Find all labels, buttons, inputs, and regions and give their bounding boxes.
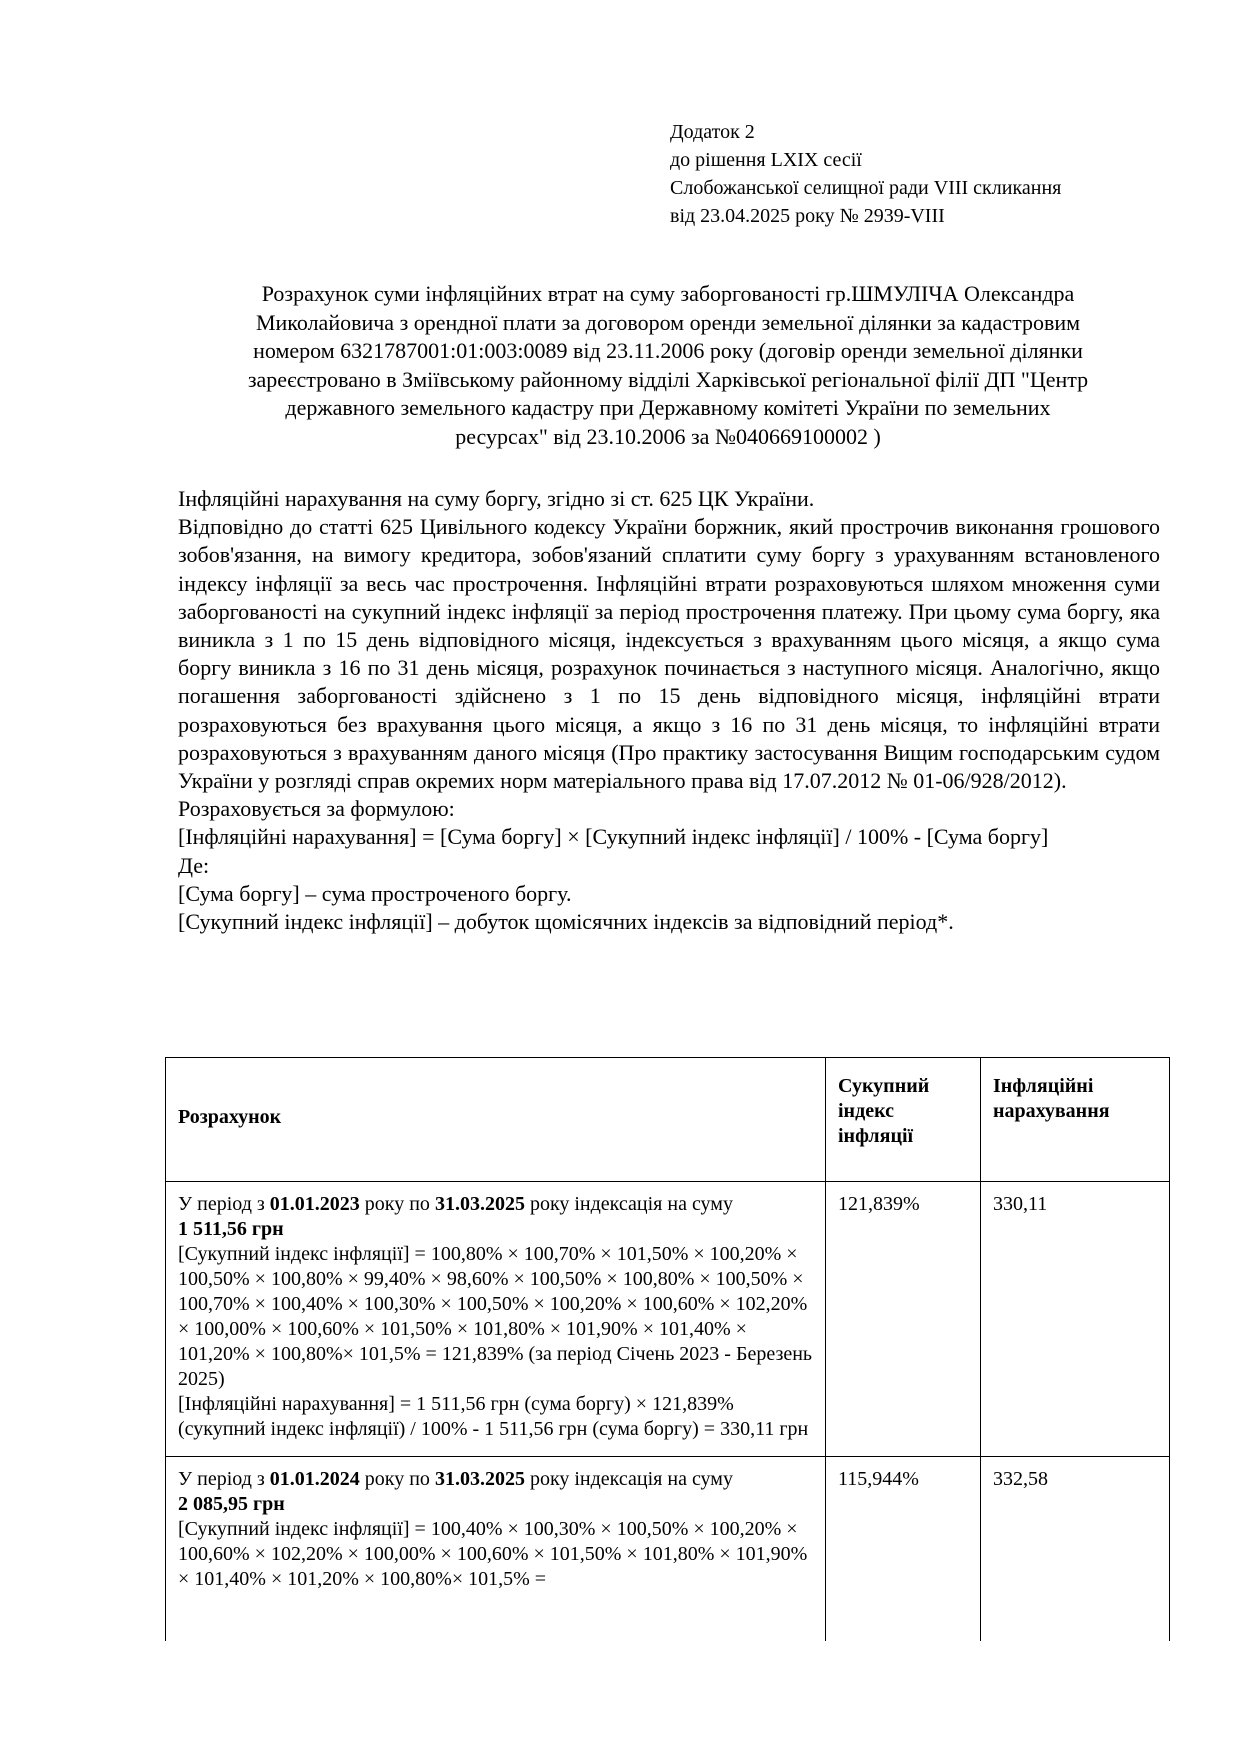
formula: [Інфляційні нарахування] = [Сума боргу] × [Сукупний індекс інфляції] / 100% - [Сума боргу] — [178, 824, 1049, 850]
table-row — [166, 1457, 1170, 1642]
accrual-formula: [Інфляційні нарахування] = 1 511,56 грн (сума боргу) × 121,839% (сукупний індекс інфляції) / 100% - 1 511,56 грн (сума боргу) = 330,11 грн — [178, 1393, 809, 1440]
header-inflation-accruals — [981, 1058, 1170, 1182]
where-label: Де: — [178, 852, 210, 878]
cumulative-index-value: 121,839% — [826, 1182, 981, 1457]
table-row — [166, 1182, 1170, 1457]
period-suffix: року індексація на суму — [524, 1468, 733, 1490]
calculation-cell — [166, 1182, 826, 1457]
header-accrual-line: Інфляційні — [993, 1075, 1094, 1097]
date-from: 01.01.2023 — [269, 1193, 360, 1215]
title-line: Розрахунок суми інфляційних втрат на суму заборгованості гр.ШМУЛІЧА Олександра — [261, 281, 1075, 306]
period-prefix: У період з — [178, 1468, 270, 1490]
index-formula: [Сукупний індекс інфляції] = 100,40% × 100,30% × 100,50% × 100,20% × 100,60% × 102,20% × 100,00% × 100,60% × 101,50% × 101,80% × 101,90% × 101,40% × 101,20% × 100,80%× 101,5% = — [178, 1518, 808, 1590]
debt-amount — [178, 1492, 813, 1517]
definition-debt: [Сума боргу] – сума простроченого боргу. — [178, 880, 572, 906]
period-prefix: У період з — [178, 1193, 270, 1215]
title-line: зареєстровано в Зміївському районному відділі Харківської регіональної філії ДП "Центр — [247, 366, 1089, 392]
inflation-accrual-value: 330,11 — [981, 1182, 1170, 1457]
period-line — [178, 1192, 813, 1217]
calculation-table — [165, 1057, 1170, 1641]
addendum-number: Додаток 2 — [670, 121, 755, 143]
intro-paragraph: Інфляційні нарахування на суму боргу, згідно зі ст. 625 ЦК України. — [178, 486, 815, 511]
header-index-line: інфляції — [838, 1125, 914, 1147]
debt-amount-value: 2 085,95 грн — [178, 1493, 285, 1515]
title-line: державного земельного кадастру при Державному комітеті України по земельних — [285, 395, 1051, 420]
cumulative-index-value: 115,944% — [826, 1457, 981, 1642]
body-text — [178, 485, 1160, 936]
legal-paragraph: Відповідно до статті 625 Цивільного кодексу України боржник, який прострочив виконання грошового зобов'язання, на вимогу кредитора, зобов'язаний сплатити суму боргу з урахуванням встановленого індексу інфляції за весь час прострочення. Інфляційні втрати розраховуються шляхом множення суми заборгованості на сукупний індекс інфляції за період прострочення платежу. При цьому сума боргу, яка виникла з 1 по 15 день відповідного місяця, індексується з врахуванням цього місяця, а якщо сума боргу виникла з 16 по 31 день місяця, розрахунок починається з наступного місяця. Аналогічно, якщо погашення заборгованості здійснено з 1 по 15 день відповідного місяця, інфляційні втрати розраховуються без врахування цього місяця, а якщо з 16 по 31 день місяця, то інфляційні втрати розраховуються з врахуванням даного місяця (Про практику застосування Вищим господарським судом України у розгляді справ окремих норм матеріального права від 17.07.2012 № 01-06/928/2012). — [178, 514, 1160, 794]
period-mid: року по — [359, 1468, 435, 1490]
calculation-cell — [166, 1457, 826, 1642]
index-formula: [Сукупний індекс інфляції] = 100,80% × 100,70% × 101,50% × 100,20% × 100,50% × 100,80% × 99,40% × 98,60% × 100,50% × 100,80% × 100,50% × 100,70% × 100,40% × 100,30% × 100,50% × 100,20% × 100,60% × 102,20% × 100,00% × 100,60% × 101,50% × 101,80% × 101,90% × 101,40% × 101,20% × 100,80%× 101,5% = 121,839% (за період Січень 2023 - Березень 2025) — [178, 1243, 813, 1390]
date-to: 31.03.2025 — [434, 1468, 525, 1490]
date-to: 31.03.2025 — [434, 1193, 525, 1215]
addendum-date: від 23.04.2025 року № 2939-VIII — [670, 205, 945, 227]
header-index-line: індекс — [838, 1100, 894, 1122]
addendum-header — [670, 118, 1061, 230]
debt-amount — [178, 1217, 813, 1242]
title-line: Миколайовича з орендної плати за договором оренди земельної ділянки за кадастровим — [255, 309, 1081, 335]
addendum-council: Слобожанської селищної ради VIII скликання — [670, 177, 1062, 199]
period-suffix: року індексація на суму — [524, 1193, 733, 1215]
inflation-accrual-value: 332,58 — [981, 1457, 1170, 1642]
formula-intro: Розраховується за формулою: — [178, 796, 455, 822]
header-accrual-line: нарахування — [993, 1100, 1110, 1122]
addendum-decision: до рішення LXIX сесії — [670, 149, 862, 171]
title-line: номером 6321787001:01:003:0089 від 23.11.2006 року (договір оренди земельної ділянки — [253, 338, 1083, 363]
table-header-row — [166, 1058, 1170, 1182]
period-line — [178, 1467, 813, 1492]
header-index-line: Сукупний — [838, 1075, 930, 1097]
header-calculation: Розрахунок — [166, 1058, 826, 1182]
date-from: 01.01.2024 — [269, 1468, 360, 1490]
period-mid: року по — [359, 1193, 435, 1215]
header-cumulative-index — [826, 1058, 981, 1182]
debt-amount-value: 1 511,56 грн — [178, 1218, 284, 1240]
document-title — [176, 280, 1160, 451]
definition-index: [Сукупний індекс інфляції] – добуток щомісячних індексів за відповідний період*. — [178, 909, 954, 935]
title-line: ресурсах" від 23.10.2006 за №040669100002 ) — [455, 423, 881, 449]
